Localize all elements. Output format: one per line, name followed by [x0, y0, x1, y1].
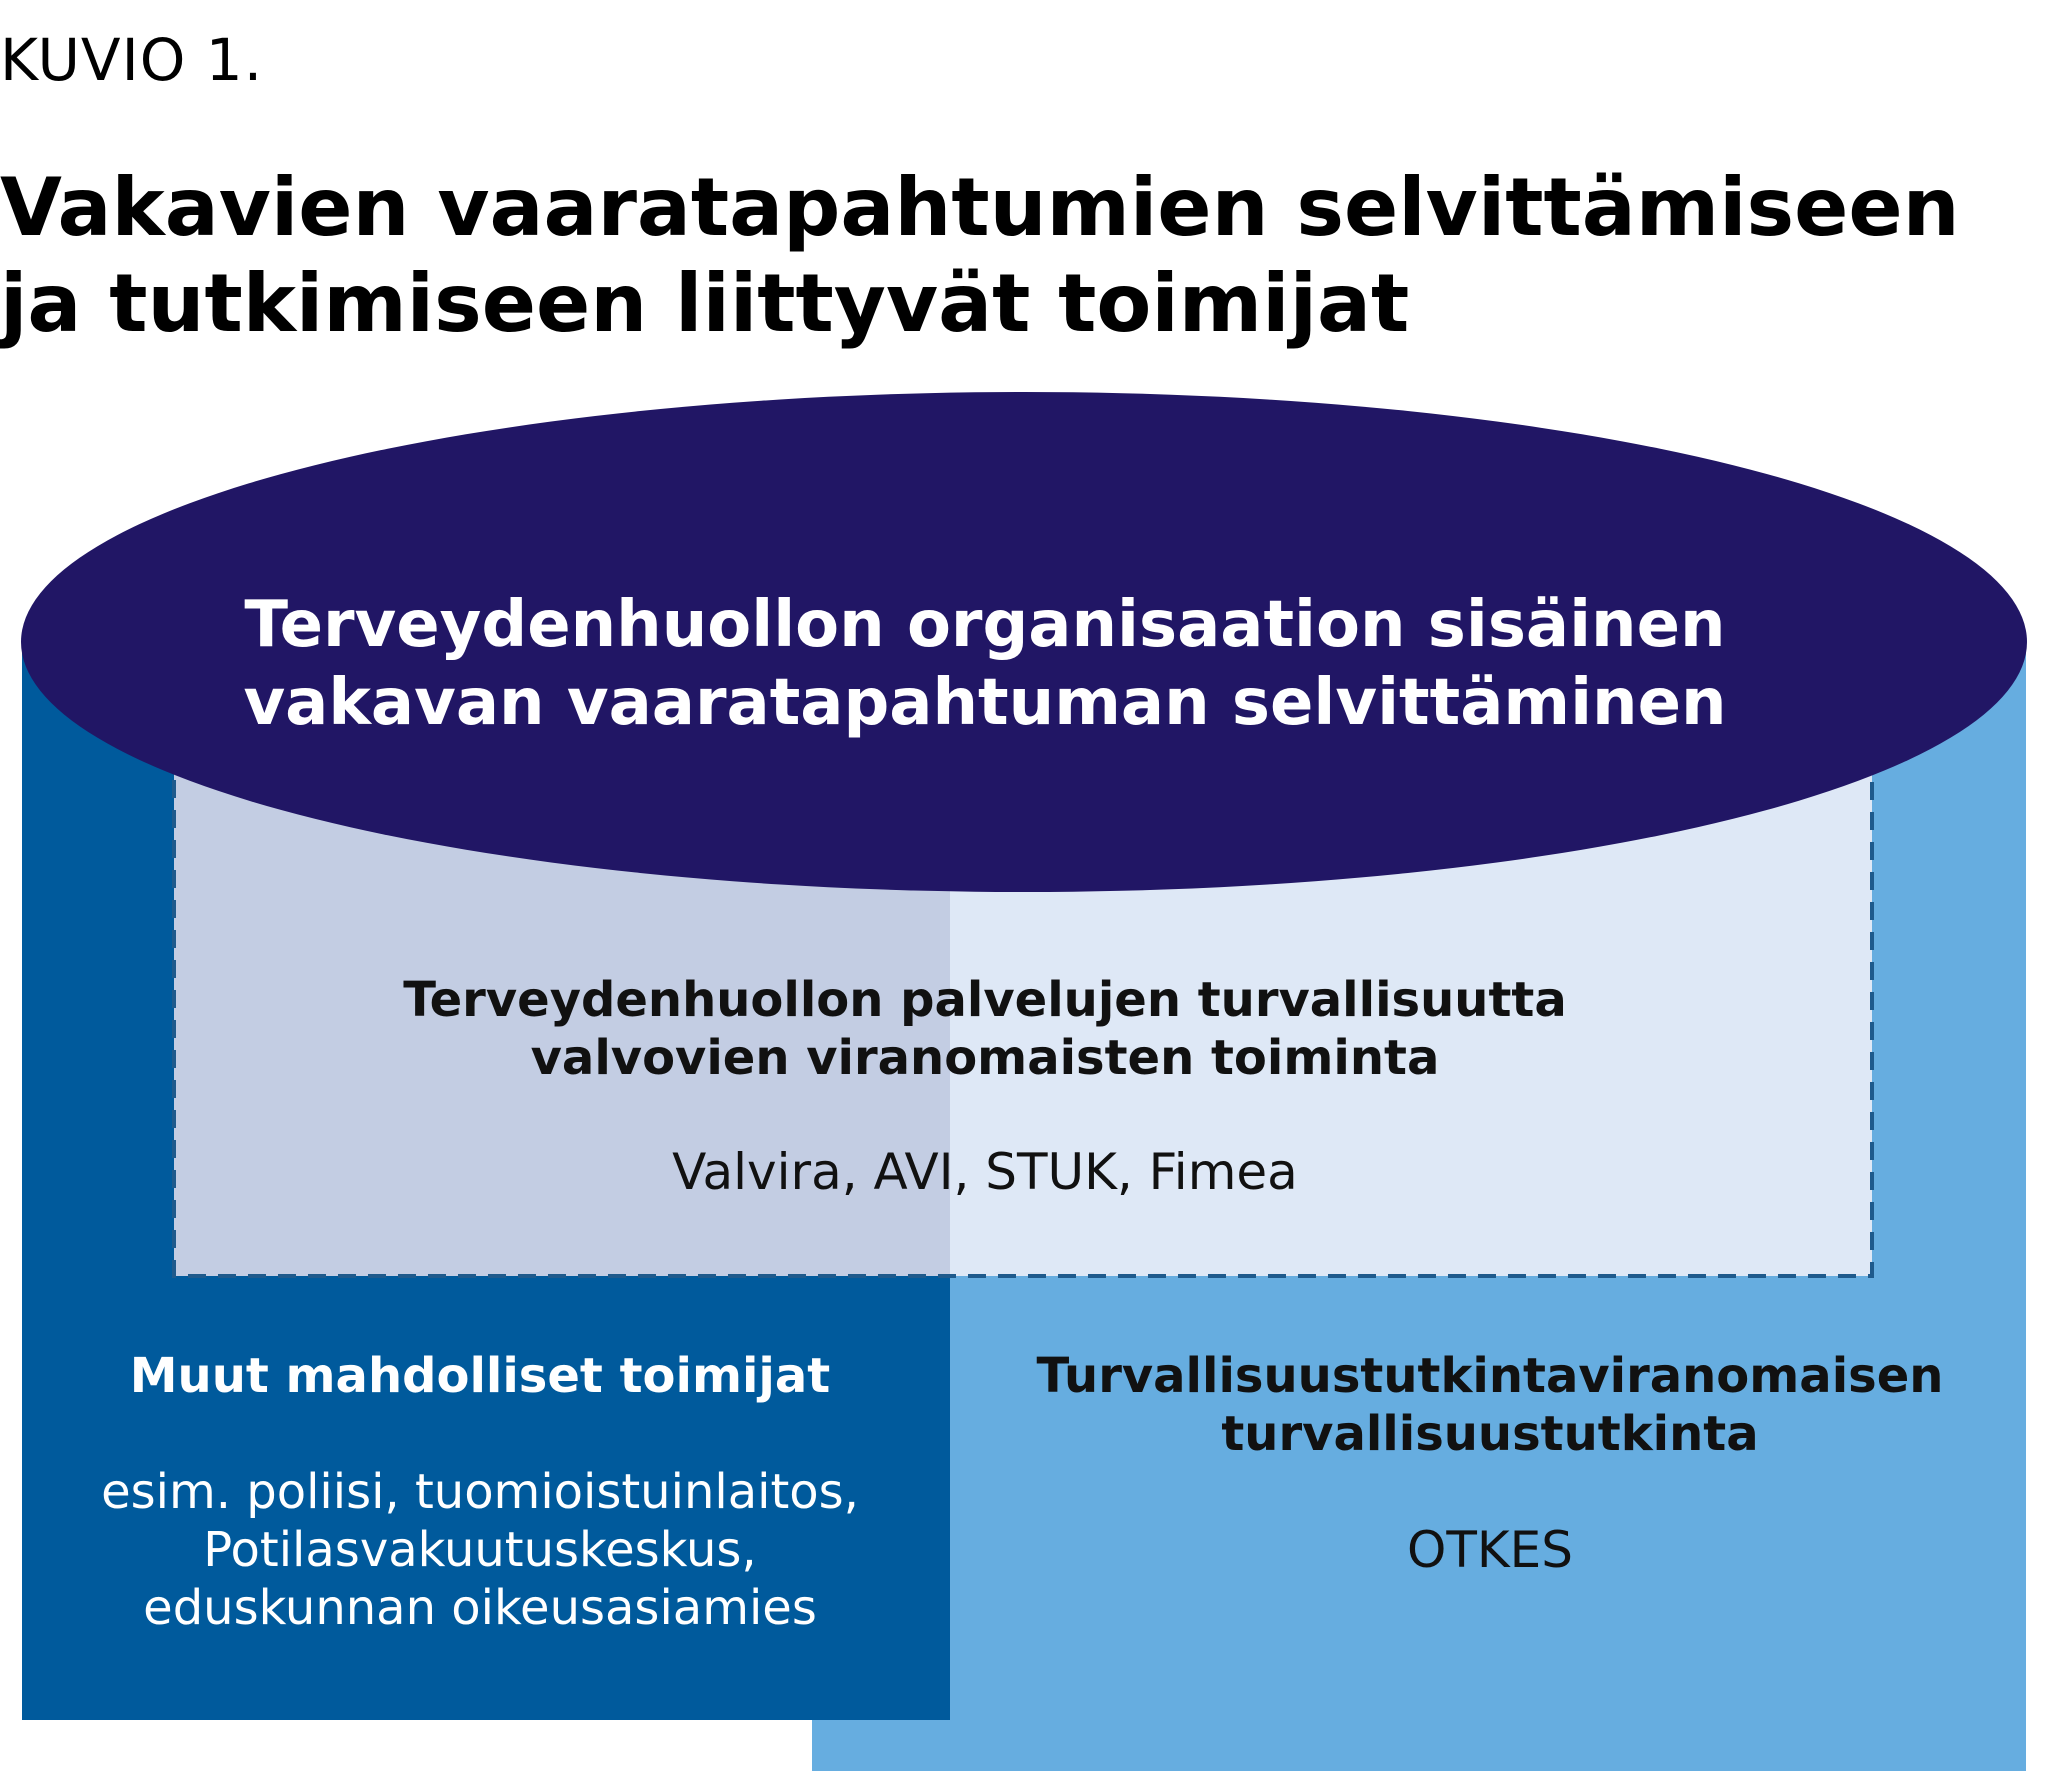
- internal-investigation-text: Terveydenhuollon organisaation sisäinen vakavan vaaratapahtuman selvittäminen: [243, 588, 1727, 740]
- safety-investigation-heading: Turvallisuustutkintaviranomaisen turvallisuustutkinta: [1036, 1348, 1944, 1462]
- authorities-heading: Terveydenhuollon palvelujen turvallisuutta valvovien viranomaisten toiminta: [403, 972, 1567, 1086]
- authorities-list: Valvira, AVI, STUK, Fimea: [672, 1143, 1298, 1201]
- other-actors-line: Potilasvakuutuskeskus,: [203, 1522, 757, 1578]
- other-actors-line: eduskunnan oikeusasiamies: [143, 1580, 817, 1636]
- figure-title: Vakavien vaaratapahtumien selvittämiseen ja tutkimiseen liittyvät toimijat: [0, 161, 1960, 350]
- other-actors-list: [60, 1463, 900, 1637]
- figure-label: KUVIO 1.: [0, 26, 264, 94]
- safety-investigation-agency: OTKES: [1406, 1521, 1573, 1579]
- other-actors-line: esim. poliisi, tuomioistuinlaitos,: [101, 1464, 859, 1520]
- other-actors-heading: Muut mahdolliset toimijat: [129, 1348, 831, 1404]
